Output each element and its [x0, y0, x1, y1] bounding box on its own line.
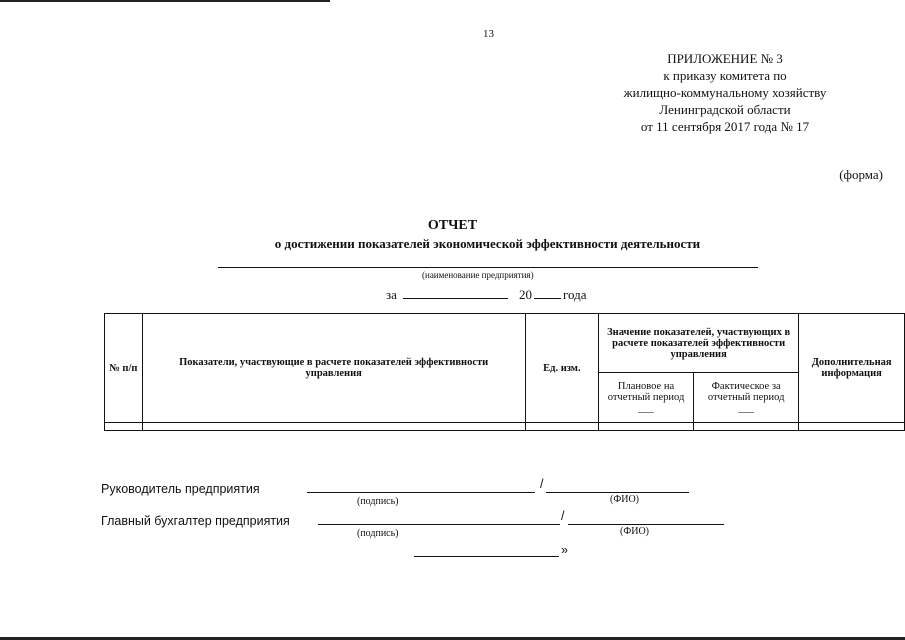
accountant-signature-line [318, 524, 560, 525]
period-year-blank-line [534, 298, 561, 299]
header-num: № п/п [105, 314, 143, 423]
appendix-line-2: к приказу комитета по [663, 68, 787, 83]
table-row-cell [599, 423, 694, 431]
report-subtitle: о достижении показателей экономической эффективности деятельности [274, 236, 701, 251]
head-signature-caption: (подпись) [357, 496, 399, 507]
report-table [104, 313, 905, 431]
accountant-signature-label: Главный бухгалтер предприятия [101, 514, 290, 528]
header-unit: Ед. изм. [525, 314, 598, 423]
header-planned: Плановое на отчетный период ___ [599, 373, 694, 423]
accountant-slash: / [561, 509, 565, 523]
head-signature-line [307, 492, 535, 493]
period-year-prefix: 20 [519, 287, 532, 302]
date-quote-mark: » [561, 543, 568, 557]
head-slash: / [540, 477, 544, 491]
appendix-line-3: жилищно-коммунальному хозяйству [623, 85, 827, 100]
accountant-signature-caption: (подпись) [357, 528, 399, 539]
table-row-cell [142, 423, 525, 431]
period-suffix: года [563, 287, 587, 302]
enterprise-name-line [218, 267, 758, 268]
table-row-cell [525, 423, 598, 431]
appendix-line-5: от 11 сентября 2017 года № 17 [640, 119, 810, 134]
table-row-cell [799, 423, 905, 431]
header-actual: Фактическое за отчетный период ___ [694, 373, 799, 423]
period-prefix: за [386, 287, 397, 302]
appendix-line-1: ПРИЛОЖЕНИЕ № 3 [667, 51, 783, 66]
header-indicators: Показатели, участвующие в расчете показателей эффективности управления [142, 314, 525, 423]
head-name-line [546, 492, 689, 493]
header-values: Значение показателей, участвующих в расчете показателей эффективности управления [599, 314, 799, 373]
page-number: 13 [483, 28, 494, 40]
accountant-name-line [568, 524, 724, 525]
period-blank-line [403, 298, 508, 299]
head-signature-label: Руководитель предприятия [101, 482, 260, 496]
table-row-cell [694, 423, 799, 431]
table-row-cell [105, 423, 143, 431]
appendix-line-4: Ленинградской области [659, 102, 791, 117]
header-additional: Дополнительная информация [799, 314, 905, 423]
appendix-block [580, 50, 870, 135]
date-line [414, 556, 559, 557]
form-label: (форма) [839, 167, 883, 182]
report-title: ОТЧЕТ [427, 218, 478, 233]
head-name-caption: (ФИО) [610, 494, 640, 505]
accountant-name-caption: (ФИО) [620, 526, 650, 537]
enterprise-caption: (наименование предприятия) [422, 270, 534, 280]
scan-edge-top [0, 0, 330, 2]
